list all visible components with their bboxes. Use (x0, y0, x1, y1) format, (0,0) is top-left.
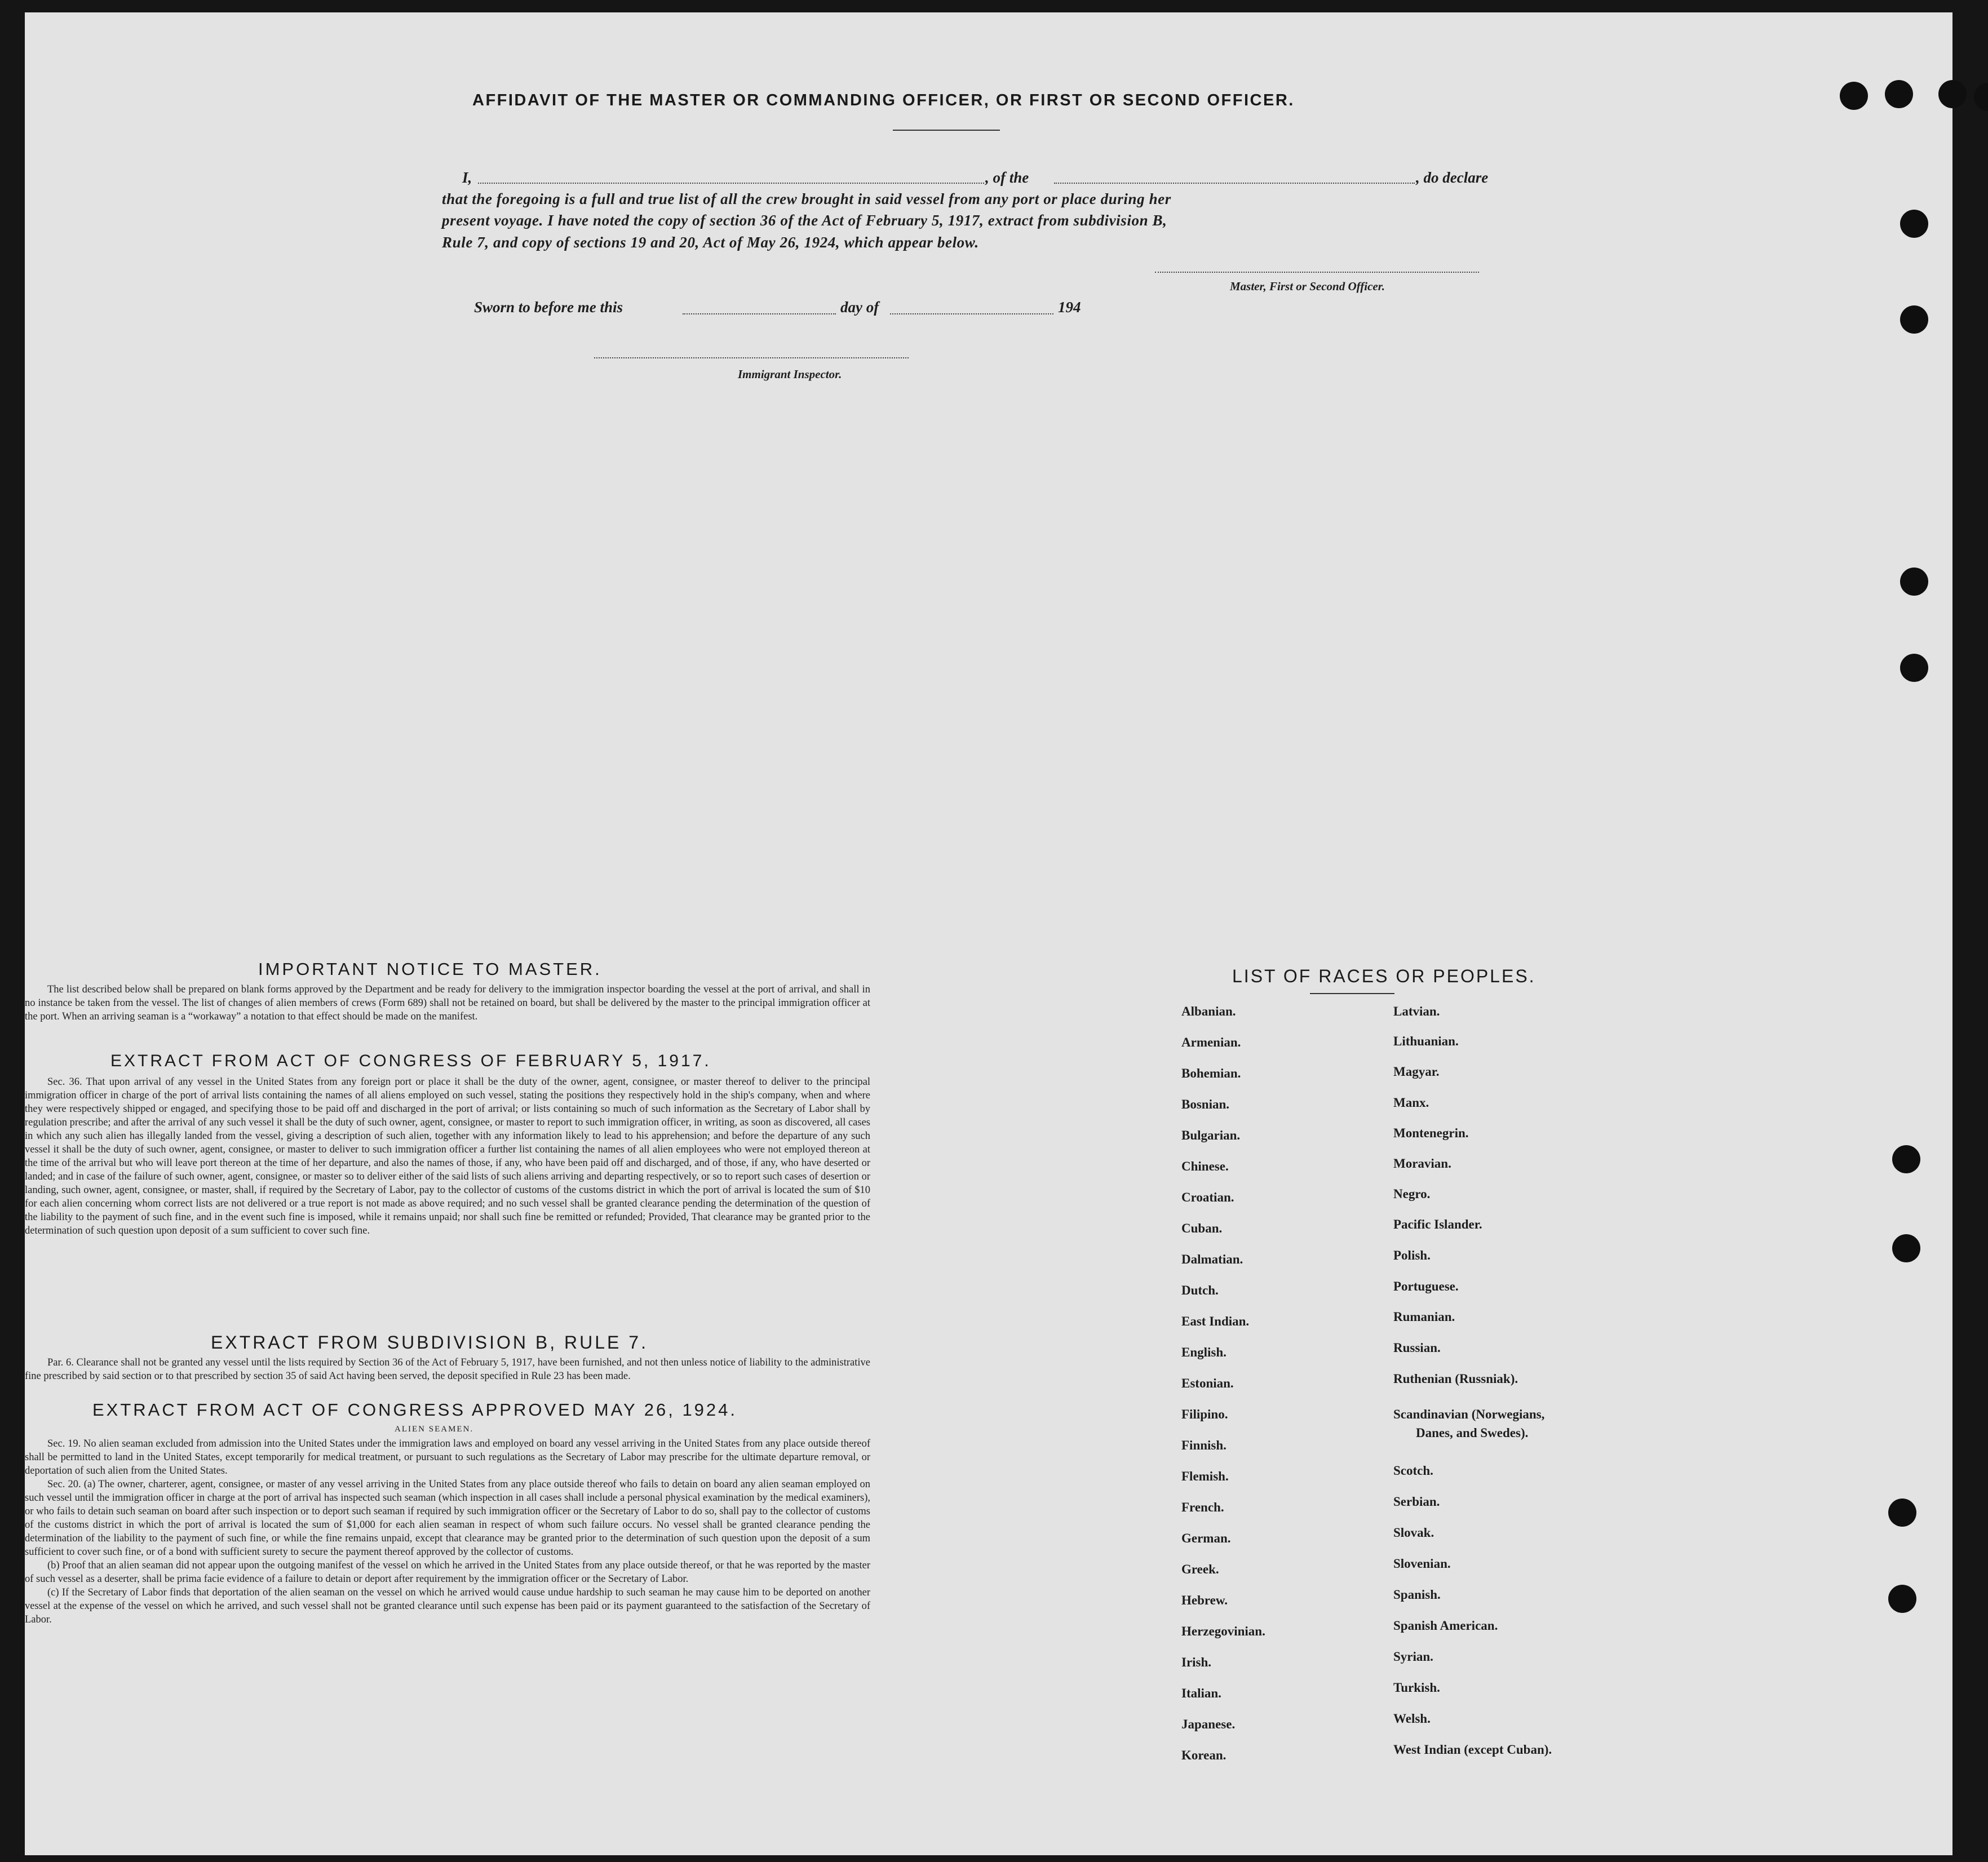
race-item: Portuguese. (1393, 1279, 1459, 1293)
notice-heading: IMPORTANT NOTICE TO MASTER. (258, 959, 602, 979)
extract-1924-heading: EXTRACT FROM ACT OF CONGRESS APPROVED MAY 26, 1924. (92, 1400, 738, 1420)
sec-20b-paragraph: (b) Proof that an alien seaman did not appear upon the outgoing manifest of the vessel on which he arrived in the United States from any place outside thereof, or that he was reported by the master of such vessel as a deserter, shall be prima facie evidence of a failure to detain or deport after requirement by the immigration officer or the Secretary of Labor. (25, 1560, 870, 1585)
race-item: Russian. (1393, 1341, 1441, 1355)
race-item: Armenian. (1181, 1035, 1241, 1049)
notice-text (25, 983, 870, 1023)
races-heading-rule (1310, 993, 1394, 994)
sworn-prefix: Sworn to before me this (474, 299, 623, 316)
race-item: Montenegrin. (1393, 1126, 1469, 1140)
race-item: Filipino. (1181, 1407, 1228, 1421)
punch-hole (1900, 568, 1928, 596)
race-item: Spanish. (1393, 1588, 1441, 1602)
race-item: Croatian. (1181, 1190, 1234, 1204)
extract-1917-heading: EXTRACT FROM ACT OF CONGRESS OF FEBRUARY 5, 1917. (110, 1052, 711, 1070)
alien-seamen-subheading: ALIEN SEAMEN. (395, 1425, 474, 1434)
race-item: Dutch. (1181, 1283, 1219, 1297)
race-item: German. (1181, 1531, 1231, 1545)
punch-hole (1900, 210, 1928, 238)
race-item: East Indian. (1181, 1314, 1250, 1328)
race-item: Italian. (1181, 1686, 1221, 1700)
affidavit-line-1 (462, 169, 1505, 187)
sworn-month-field[interactable] (890, 313, 1053, 314)
form-page (25, 12, 1952, 1855)
affidavit-title: AFFIDAVIT OF THE MASTER OR COMMANDING OFFICER, OR FIRST OR SECOND OFFICER. (472, 91, 1295, 109)
race-item: Rumanian. (1393, 1310, 1455, 1324)
affidavit-do-declare: , do declare (1416, 169, 1489, 186)
rule-7-text (25, 1356, 870, 1383)
race-item: Manx. (1393, 1096, 1429, 1110)
race-item: Chinese. (1181, 1159, 1229, 1173)
punch-hole (1885, 80, 1913, 108)
punch-hole (1888, 1585, 1916, 1613)
extract-1924-text (25, 1437, 870, 1626)
affidavit-i: I, (462, 169, 472, 186)
race-item: Japanese. (1181, 1717, 1236, 1731)
master-signature-label: Master, First or Second Officer. (1230, 280, 1385, 293)
race-item: Finnish. (1181, 1438, 1227, 1452)
race-item: Slovenian. (1393, 1557, 1451, 1571)
race-item: Irish. (1181, 1655, 1212, 1669)
race-item: Magyar. (1393, 1065, 1440, 1079)
inspector-signature-line[interactable] (594, 357, 909, 358)
master-signature-line[interactable] (1155, 272, 1479, 273)
sec-20c-paragraph: (c) If the Secretary of Labor finds that deportation of the alien seaman on the vessel on which he arrived would cause undue hardship to such seaman he may cause him to be deported on another vessel at the expense of the vessel on which he arrived, and such vessel shall not be granted clearance until such expense has been paid or its payment guaranteed to the satisfaction of the Secretary of Labor. (25, 1587, 870, 1625)
section-36-paragraph: Sec. 36. That upon arrival of any vessel in the United States from any foreign port or place it shall be the duty of the owner, agent, consignee, or master thereof to deliver to the principal immigration officer in charge of the port of arrival lists containing the names of all aliens employed on such vessel, stating the positions they respectively hold in the ship's company, when and where they were respectively shipped or engaged, and specifying those to be paid off and discharged in the port of arrival; or lists containing so much of such information as the Secretary of Labor shall by regulation prescribe; and after the arrival of any such vessel it shall be the duty of such owner, agent, consignee, or master to report to such immigration officer, in writing, as soon as discovered, all cases in which any such alien has illegally landed from the vessel, giving a description of such alien, together with any information likely to lead to his apprehension; and before the departure of any such vessel it shall be the duty of such owner, agent, consignee, or master to deliver to such immigration officer a further list containing the names of all alien employees who were not employed thereon at the time of the arrival but who will leave port thereon at the time of her departure, and also the names of those, if any, who have been paid off and discharged, and of those, if any, who have deserted or landed; and in case of the failure of such owner, agent, consignee, or master so to deliver either of the said lists of such aliens arriving and departing respectively, or so to report such cases of desertion or landing, such owner, agent, consignee, or master, shall, if required by the Secretary of Labor, pay to the collector of customs of the customs district in which the port of arrival is located the sum of $10 for each alien concerning whom correct lists are not delivered or a true report is not made as above required; and no such vessel shall be granted clearance pending the determination of the question of the liability to the payment of such fine, and in the event such fine is imposed, while it remains unpaid; nor shall such fine be remitted or refunded; Provided, That clearance may be granted prior to the determination of such question upon deposit of a sum sufficient to cover such fine. (25, 1076, 870, 1236)
race-item: Albanian. (1181, 1004, 1236, 1018)
race-item: Slovak. (1393, 1526, 1434, 1540)
punch-hole (1974, 83, 1988, 111)
rule-7-heading: EXTRACT FROM SUBDIVISION B, RULE 7. (211, 1332, 648, 1353)
race-item: Ruthenian (Russniak). (1393, 1372, 1518, 1386)
affidavit-line-2: that the foregoing is a full and true list of all the crew brought in said vessel from any port or place during her (442, 190, 1171, 207)
race-item: Dalmatian. (1181, 1252, 1243, 1266)
punch-hole (1900, 305, 1928, 334)
race-item: Hebrew. (1181, 1593, 1228, 1607)
race-item: Bosnian. (1181, 1097, 1230, 1111)
sworn-day-of: day of (840, 299, 879, 316)
race-item: Polish. (1393, 1248, 1431, 1262)
race-item: Flemish. (1181, 1469, 1229, 1483)
sworn-day-field[interactable] (683, 313, 836, 314)
race-item: Turkish. (1393, 1681, 1440, 1695)
race-item: Serbian. (1393, 1495, 1440, 1509)
race-item: Latvian. (1393, 1004, 1440, 1018)
race-item: Pacific Islander. (1393, 1217, 1482, 1231)
race-item: West Indian (except Cuban). (1393, 1743, 1552, 1757)
affidavit-line-4: Rule 7, and copy of sections 19 and 20, Act of May 26, 1924, which appear below. (442, 234, 979, 251)
race-item: Spanish American. (1393, 1619, 1498, 1633)
sworn-year: 194 (1058, 299, 1081, 316)
title-rule (893, 130, 1000, 131)
par-6-paragraph: Par. 6. Clearance shall not be granted any vessel until the lists required by Section 36 of the Act of February 5, 1917, have been furnished, and not then unless notice of liability to the administrative fine prescribed by said section or to that prescribed by section 35 of said Act having been served, the deposit specified in Rule 23 has been made. (25, 1357, 870, 1382)
race-item: Greek. (1181, 1562, 1219, 1576)
race-item: Scandinavian (Norwegians, (1393, 1407, 1545, 1421)
race-item: Syrian. (1393, 1650, 1433, 1664)
punch-hole (1888, 1499, 1916, 1527)
races-heading: LIST OF RACES OR PEOPLES. (1232, 966, 1536, 986)
vessel-field[interactable] (1054, 183, 1415, 184)
punch-hole (1840, 82, 1868, 110)
extract-1917-text (25, 1075, 870, 1238)
race-item: English. (1181, 1345, 1227, 1359)
race-item: Estonian. (1181, 1376, 1234, 1390)
race-item: Moravian. (1393, 1156, 1451, 1171)
punch-hole (1892, 1145, 1920, 1173)
race-item: French. (1181, 1500, 1224, 1514)
punch-hole (1938, 80, 1967, 108)
punch-hole (1900, 654, 1928, 682)
inspector-label: Immigrant Inspector. (738, 367, 842, 381)
sworn-line (474, 299, 1150, 319)
race-item: Herzegovinian. (1181, 1624, 1265, 1638)
race-item: Bohemian. (1181, 1066, 1241, 1080)
race-item: Korean. (1181, 1748, 1227, 1762)
sec-19-paragraph: Sec. 19. No alien seaman excluded from admission into the United States under the immigration laws and employed on board any vessel arriving in the United States from any place outside thereof shall be permitted to land in the United States, except temporarily for medical treatment, or pursuant to such regulations as the Secretary of Labor may prescribe for the ultimate departure removal, or deportation of such alien from the United States. (25, 1438, 870, 1477)
race-item: Danes, and Swedes). (1416, 1426, 1529, 1440)
race-item: Welsh. (1393, 1712, 1431, 1726)
race-item: Bulgarian. (1181, 1128, 1241, 1142)
sec-20a-paragraph: Sec. 20. (a) The owner, charterer, agent, consignee, or master of any vessel arriving in the United States from any place outside thereof who fails to detain on board any alien seaman employed on such vessel until the immigration officer in charge at the port of arrival has inspected such seaman (which inspection in all cases shall include a personal physical examination by the medical examiners), or who fails to detain such seaman on board after such inspection or to deport such seaman if required by such immigration officer or the Secretary of Labor to do so, shall pay to the collector of customs of the customs district in which the port of arrival is located the sum of $1,000 for each alien seaman in respect of whom such failure occurs. No vessel shall be granted clearance pending the determination of the liability to the payment of such fine, or while the fine remains unpaid, except that clearance may be granted prior to the determination of such question upon the deposit of a sum sufficient to cover such fine, or of a bond with sufficient surety to secure the payment thereof approved by the collector of customs. (25, 1479, 870, 1558)
race-item: Negro. (1393, 1187, 1431, 1201)
name-field[interactable] (478, 183, 984, 184)
race-item: Scotch. (1393, 1464, 1433, 1478)
race-item: Lithuanian. (1393, 1034, 1459, 1048)
notice-paragraph: The list described below shall be prepared on blank forms approved by the Department and be ready for delivery to the immigration inspector boarding the vessel at the port of arrival, and shall in no instance be taken from the vessel. The list of changes of alien members of crews (Form 689) shall not be retained on board, but shall be delivered by the master to the principal immigration officer at the port. When an arriving seaman is a “workaway” a notation to that effect should be made on the manifest. (25, 984, 870, 1022)
punch-hole (1892, 1234, 1920, 1262)
affidavit-line-3: present voyage. I have noted the copy of section 36 of the Act of February 5, 1917, extract from subdivision B, (442, 212, 1167, 229)
affidavit-of-the: , of the (985, 169, 1029, 186)
race-item: Cuban. (1181, 1221, 1223, 1235)
